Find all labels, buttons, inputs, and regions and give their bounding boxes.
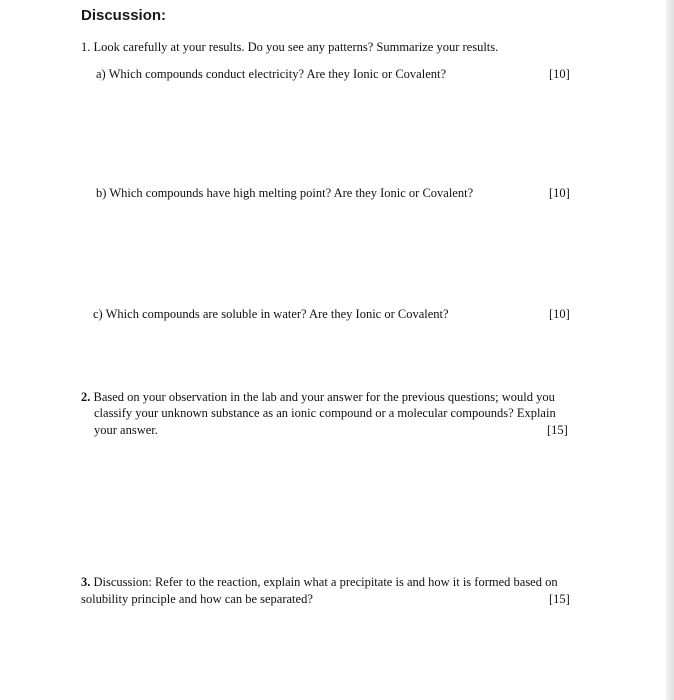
question-3-line-1 (81, 575, 558, 590)
question-1a-marks: [10] (549, 67, 570, 81)
question-3-marks: [15] (549, 592, 570, 606)
question-3-number: 3. (81, 575, 91, 589)
section-heading: Discussion: (81, 7, 167, 24)
question-1-text: Look carefully at your results. Do you see any patterns? Summarize your results. (93, 40, 499, 54)
question-1a-label: a) (96, 67, 106, 81)
question-1 (81, 40, 498, 55)
question-1a-text: Which compounds conduct electricity? Are they Ionic or Covalent? (108, 67, 447, 81)
question-2-line-1 (81, 390, 555, 405)
question-1-number: 1. (81, 40, 91, 54)
question-1c-marks: [10] (549, 307, 570, 321)
question-2-marks: [15] (547, 423, 568, 437)
question-2-text-1: Based on your observation in the lab and your answer for the previous questions; would you (93, 390, 555, 404)
question-3-line-2: solubility principle and how can be separated? (81, 592, 313, 606)
question-1a (96, 67, 446, 82)
question-1b-text: Which compounds have high melting point? Are they Ionic or Covalent? (109, 186, 474, 200)
page-edge (666, 0, 674, 700)
question-1b-label: b) (96, 186, 107, 200)
question-3-text-1: Discussion: Refer to the reaction, explain what a precipitate is and how it is formed based on (93, 575, 558, 589)
question-1c (93, 307, 449, 322)
question-1b (96, 186, 473, 201)
question-2-line-2: classify your unknown substance as an ionic compound or a molecular compounds? Explain (94, 406, 556, 420)
question-1c-label: c) (93, 307, 103, 321)
question-2-number: 2. (81, 390, 91, 404)
question-2-line-3: your answer. (94, 423, 158, 437)
question-1c-text: Which compounds are soluble in water? Are they Ionic or Covalent? (105, 307, 449, 321)
question-1b-marks: [10] (549, 186, 570, 200)
